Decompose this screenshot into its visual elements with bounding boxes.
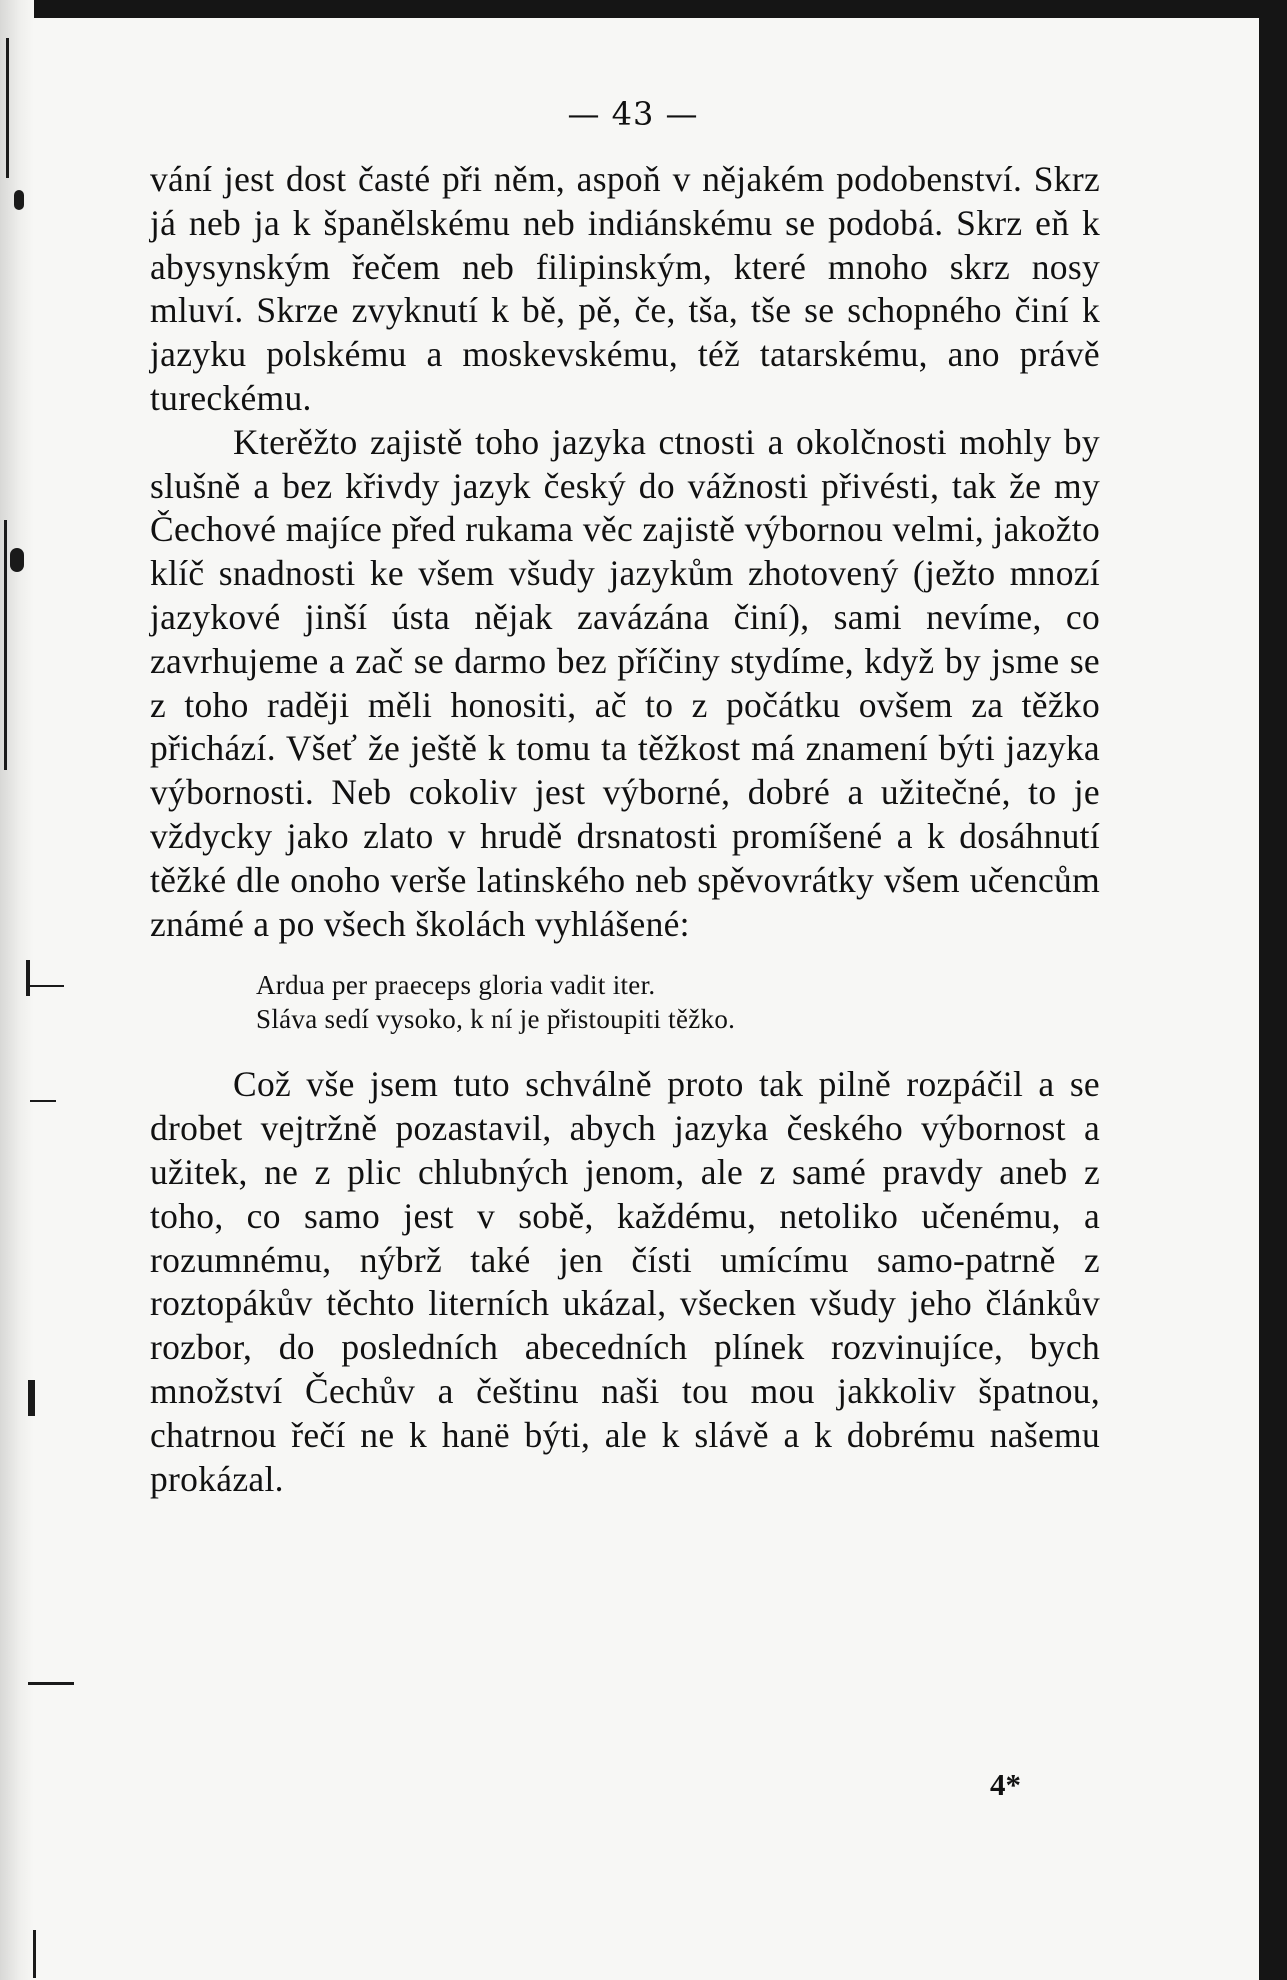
- book-page: [150, 95, 1100, 1501]
- paragraph-continued: vání jest dost časté při něm, aspoň v nějakém podobenství. Skrz já neb ja k španělskému neb indiánskému se podobá. Skrz eň k abysynským řečem neb filipinským, které mnoho skrz nosy mluví. Skrze zvyknutí k bě, pě, če, tša, tše se schopného činí k jazyku polskému a moskevskému, též tatarskému, ano právě tureckému.: [150, 159, 1100, 418]
- paragraph: Což vše jsem tuto schválně proto tak pilně rozpáčil a se drobet vejtržně pozastavil, abych jazyka českého výbornost a užitek, ne z plic chlubných jenom, ale z samé pravdy aneb z toho, co samo jest v sobě, každému, netoliko učenému, a rozumnému, nýbrž také jen čísti umícímu samo-patrně z roztopákův těchto literních ukázal, všecken všudy jeho článkův rozbor, do posledních abecedních plínek rozvinujíce, bych množství Čechův a češtinu naši tou mou jakkoliv špatnou, chatrnou řečí ne k hanë býti, ale k slávě a k dobrému našemu prokázal.: [150, 1064, 1100, 1499]
- signature-mark: 4*: [990, 1767, 1021, 1802]
- gutter-mark: [28, 1380, 35, 1416]
- gutter-mark: [14, 190, 24, 210]
- page-number: — 43 —: [567, 95, 699, 133]
- verse-line-czech: Sláva sedí vysoko, k ní je přistoupiti těžko.: [256, 1004, 736, 1035]
- gutter-mark: [6, 38, 9, 178]
- gutter-mark: [28, 1682, 74, 1685]
- gutter-mark: [26, 960, 30, 996]
- gutter-mark: [4, 520, 7, 770]
- paragraph: Kterěžto zajistě toho jazyka ctnosti a okolčnosti mohly by slušně a bez křivdy jazyk český do vážnosti přivésti, tak že my Čechové majíce před rukama věc zajistě výbornou velmi, jakožto klíč snadnosti ke všem všudy jazykům zhotovený (ježto mnozí jazykové jinší ústa nějak zavázána činí), sami nevíme, co zavrhujeme a zač se darmo bez příčiny stydíme, když by jsme se z toho raději měli honositi, ač to z počátku ovšem za těžko přichází. Všeť že ještě k tomu ta těžkost má znamení býti jazyka výbornosti. Neb cokoliv jest výborné, dobré a užitečné, to je vždycky jako zlato v hrudě drsnatosti promíšené a k dosáhnutí těžké dle onoho verše latinského neb spěvovrátky všem učencům známé a po všech školách vyhlášené:: [150, 421, 1100, 944]
- gutter-mark: [10, 548, 24, 572]
- gutter-mark: [30, 985, 64, 987]
- gutter-mark: [33, 1930, 36, 1978]
- latin-verse-quote: [256, 968, 1100, 1036]
- gutter-mark: [30, 1100, 56, 1102]
- verse-line-latin: Ardua per praeceps gloria vadit iter.: [256, 970, 656, 1001]
